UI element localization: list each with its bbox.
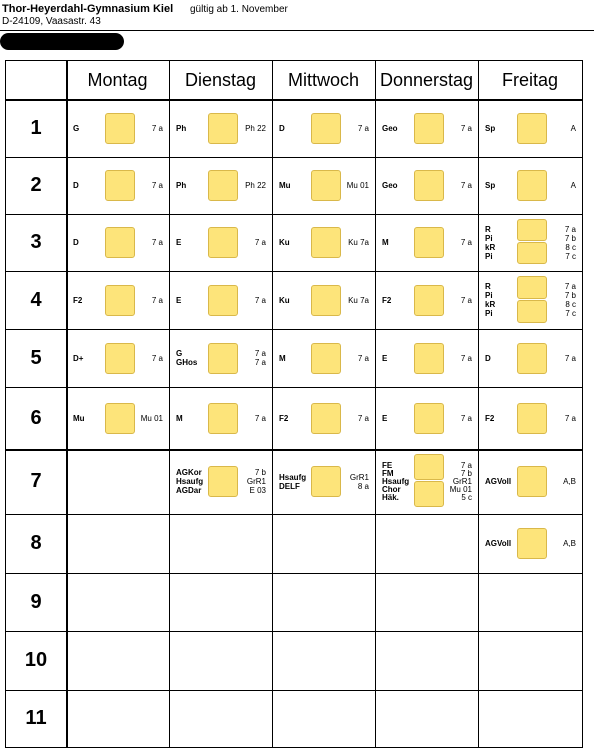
period-number: 9: [30, 590, 42, 613]
lesson-subject: Ku: [279, 296, 290, 305]
lesson-cell[interactable]: [478, 329, 582, 387]
lesson-cell[interactable]: [169, 449, 272, 514]
lesson-color-box: [414, 343, 444, 374]
lesson-color-box: [414, 403, 444, 434]
period-number: 7: [30, 470, 42, 492]
lesson-room: A,B: [563, 477, 576, 486]
lesson-color-box: [208, 113, 238, 144]
period-number: 4: [30, 288, 42, 311]
lesson-color-box: [414, 481, 444, 507]
lesson-cell[interactable]: [66, 214, 169, 271]
lesson-color-box: [311, 403, 341, 434]
lesson-room: 7 a: [460, 238, 472, 247]
lesson-room: 7 a 7 b GrR1 Mu 01 5 c: [449, 461, 472, 502]
lesson-subject: G GHos: [176, 349, 198, 367]
lesson-color-box: [311, 285, 341, 316]
lesson-room: 7 a: [357, 354, 369, 363]
lesson-color-box: [517, 403, 547, 434]
lesson-color-box: [208, 343, 238, 374]
lesson-cell[interactable]: [66, 271, 169, 329]
lesson-subject: Mu: [73, 414, 85, 423]
lesson-subject: D+: [73, 354, 84, 363]
lesson-room: 7 a 7 b 8 c 7 c: [564, 225, 576, 261]
lesson-color-box: [208, 466, 238, 497]
lesson-cell[interactable]: [66, 387, 169, 449]
period-number: 1: [30, 116, 42, 139]
header-rule: [0, 30, 594, 31]
lesson-room: 7 a: [254, 238, 266, 247]
lesson-room: Ph 22: [245, 124, 266, 133]
lesson-room: 7 b GrR1 E 03: [246, 468, 266, 495]
lesson-subject: AGKor Hsaufg AGDar: [176, 468, 204, 495]
lesson-subject: Ph: [176, 181, 187, 190]
lesson-color-box: [414, 454, 444, 480]
lesson-cell[interactable]: [375, 214, 478, 271]
lesson-subject: R Pi kR Pi: [485, 282, 496, 318]
lesson-subject: D: [73, 181, 79, 190]
lesson-subject: M: [176, 414, 183, 423]
lesson-subject: E: [382, 414, 388, 423]
lesson-subject: Ph: [176, 124, 187, 133]
lesson-subject: Geo: [382, 124, 398, 133]
lesson-color-box: [105, 113, 135, 144]
lesson-subject: E: [176, 238, 182, 247]
lesson-subject: Hsaufg DELF: [279, 473, 307, 491]
lesson-room: 7 a: [151, 124, 163, 133]
lesson-subject: F2: [73, 296, 83, 305]
lesson-subject: FE FM Hsaufg Chor Häk.: [382, 461, 410, 502]
lesson-subject: E: [176, 296, 182, 305]
lesson-cell[interactable]: [272, 271, 375, 329]
period-number: 3: [30, 231, 42, 253]
lesson-color-box: [208, 403, 238, 434]
lesson-cell[interactable]: [169, 387, 272, 449]
redaction-bar: [0, 33, 124, 50]
lesson-room: A: [570, 124, 576, 133]
lesson-room: Ph 22: [245, 181, 266, 190]
lesson-color-box: [105, 227, 135, 258]
period-number: 11: [25, 707, 47, 729]
lesson-color-box: [517, 466, 547, 497]
lesson-room: 7 a 7 b 8 c 7 c: [564, 282, 576, 318]
lesson-cell[interactable]: [375, 387, 478, 449]
lesson-color-box: [517, 528, 547, 559]
lesson-cell[interactable]: [169, 99, 272, 157]
lesson-color-box: [208, 285, 238, 316]
day-header: Mittwoch: [287, 69, 359, 90]
lesson-subject: AGVoll: [485, 539, 512, 548]
lesson-color-box: [311, 113, 341, 144]
row-divider: [6, 690, 582, 691]
lesson-color-box: [311, 170, 341, 201]
lesson-subject: E: [382, 354, 388, 363]
lesson-color-box: [105, 403, 135, 434]
lesson-subject: Sp: [485, 124, 496, 133]
lesson-color-box: [517, 219, 547, 241]
lesson-room: 7 a: [151, 296, 163, 305]
lesson-room: 7 a: [254, 414, 266, 423]
lesson-cell[interactable]: [169, 271, 272, 329]
lesson-room: 7 a: [357, 124, 369, 133]
lesson-cell[interactable]: [375, 271, 478, 329]
lesson-room: 7 a: [460, 414, 472, 423]
lesson-color-box: [414, 227, 444, 258]
lesson-cell[interactable]: [478, 387, 582, 449]
lesson-subject: F2: [485, 414, 495, 423]
lesson-subject: R Pi kR Pi: [485, 225, 496, 261]
lesson-room: 7 a: [151, 181, 163, 190]
school-address: D-24109, Vaasastr. 43: [2, 16, 101, 27]
lesson-cell[interactable]: [375, 329, 478, 387]
lesson-cell[interactable]: [272, 99, 375, 157]
lesson-room: 7 a: [460, 296, 472, 305]
lesson-color-box: [517, 170, 547, 201]
lesson-color-box: [517, 276, 547, 299]
lesson-room: 7 a: [254, 296, 266, 305]
lesson-cell[interactable]: [66, 157, 169, 214]
lesson-cell[interactable]: [272, 157, 375, 214]
lesson-color-box: [208, 170, 238, 201]
lesson-room: 7 a: [460, 354, 472, 363]
lesson-room: 7 a: [564, 354, 576, 363]
lesson-color-box: [105, 343, 135, 374]
lesson-room: 7 a: [460, 181, 472, 190]
period-number: 2: [30, 174, 42, 196]
lesson-color-box: [311, 466, 341, 497]
lesson-room: Ku 7a: [348, 296, 369, 305]
lesson-room: A,B: [563, 539, 576, 548]
lesson-cell[interactable]: [478, 157, 582, 214]
lesson-room: 7 a: [151, 354, 163, 363]
lesson-subject: M: [382, 238, 389, 247]
lesson-cell[interactable]: [375, 449, 478, 514]
lesson-cell[interactable]: [272, 387, 375, 449]
lesson-subject: Geo: [382, 181, 398, 190]
lesson-subject: M: [279, 354, 286, 363]
lesson-room: 7 a: [357, 414, 369, 423]
lesson-cell[interactable]: [169, 214, 272, 271]
lesson-color-box: [517, 343, 547, 374]
lesson-color-box: [311, 343, 341, 374]
lesson-cell[interactable]: [169, 329, 272, 387]
period-number: 6: [30, 406, 42, 429]
lesson-color-box: [208, 227, 238, 258]
lesson-color-box: [517, 113, 547, 144]
lesson-color-box: [311, 227, 341, 258]
lesson-subject: Mu: [279, 181, 291, 190]
lesson-color-box: [517, 242, 547, 264]
valid-from: gültig ab 1. November: [190, 4, 288, 15]
lesson-subject: D: [73, 238, 79, 247]
lesson-cell[interactable]: [478, 271, 582, 329]
lesson-cell[interactable]: [478, 99, 582, 157]
school-name: Thor-Heyerdahl-Gymnasium Kiel: [2, 3, 174, 15]
timetable-grid: [5, 60, 583, 748]
lesson-room: 7 a 7 a: [254, 349, 266, 367]
lesson-cell[interactable]: [272, 449, 375, 514]
lesson-color-box: [414, 113, 444, 144]
lesson-color-box: [414, 285, 444, 316]
lesson-cell[interactable]: [66, 99, 169, 157]
lesson-cell[interactable]: [66, 329, 169, 387]
lesson-subject: G: [73, 124, 80, 133]
lesson-cell[interactable]: [478, 449, 582, 514]
lesson-cell[interactable]: [272, 329, 375, 387]
lesson-room: Ku 7a: [348, 238, 369, 247]
lesson-subject: AGVoll: [485, 477, 512, 486]
lesson-room: 7 a: [564, 414, 576, 423]
lesson-subject: Sp: [485, 181, 496, 190]
lesson-room: Mu 01: [346, 181, 369, 190]
lesson-cell[interactable]: [375, 157, 478, 214]
period-number: 10: [24, 649, 48, 671]
lesson-color-box: [517, 300, 547, 323]
day-header: Montag: [87, 69, 148, 90]
lesson-cell[interactable]: [375, 99, 478, 157]
lesson-cell[interactable]: [169, 157, 272, 214]
lesson-room: Mu 01: [140, 414, 163, 423]
period-number: 8: [30, 532, 42, 554]
period-number: 5: [30, 346, 42, 369]
row-divider: [6, 631, 582, 632]
lesson-cell[interactable]: [478, 214, 582, 271]
lesson-color-box: [105, 170, 135, 201]
lesson-room: 7 a: [460, 124, 472, 133]
lesson-subject: D: [279, 124, 285, 133]
day-header: Freitag: [501, 69, 559, 90]
lesson-subject: F2: [279, 414, 289, 423]
lesson-subject: D: [485, 354, 491, 363]
lesson-subject: F2: [382, 296, 392, 305]
lesson-cell[interactable]: [478, 514, 582, 573]
day-header: Donnerstag: [379, 69, 474, 90]
lesson-room: 7 a: [151, 238, 163, 247]
row-divider: [6, 573, 582, 574]
lesson-room: A: [570, 181, 576, 190]
lesson-color-box: [105, 285, 135, 316]
lesson-subject: Ku: [279, 238, 290, 247]
lesson-room: GrR1 8 a: [349, 473, 369, 491]
lesson-cell[interactable]: [272, 214, 375, 271]
lesson-color-box: [414, 170, 444, 201]
day-header: Dienstag: [184, 69, 257, 90]
